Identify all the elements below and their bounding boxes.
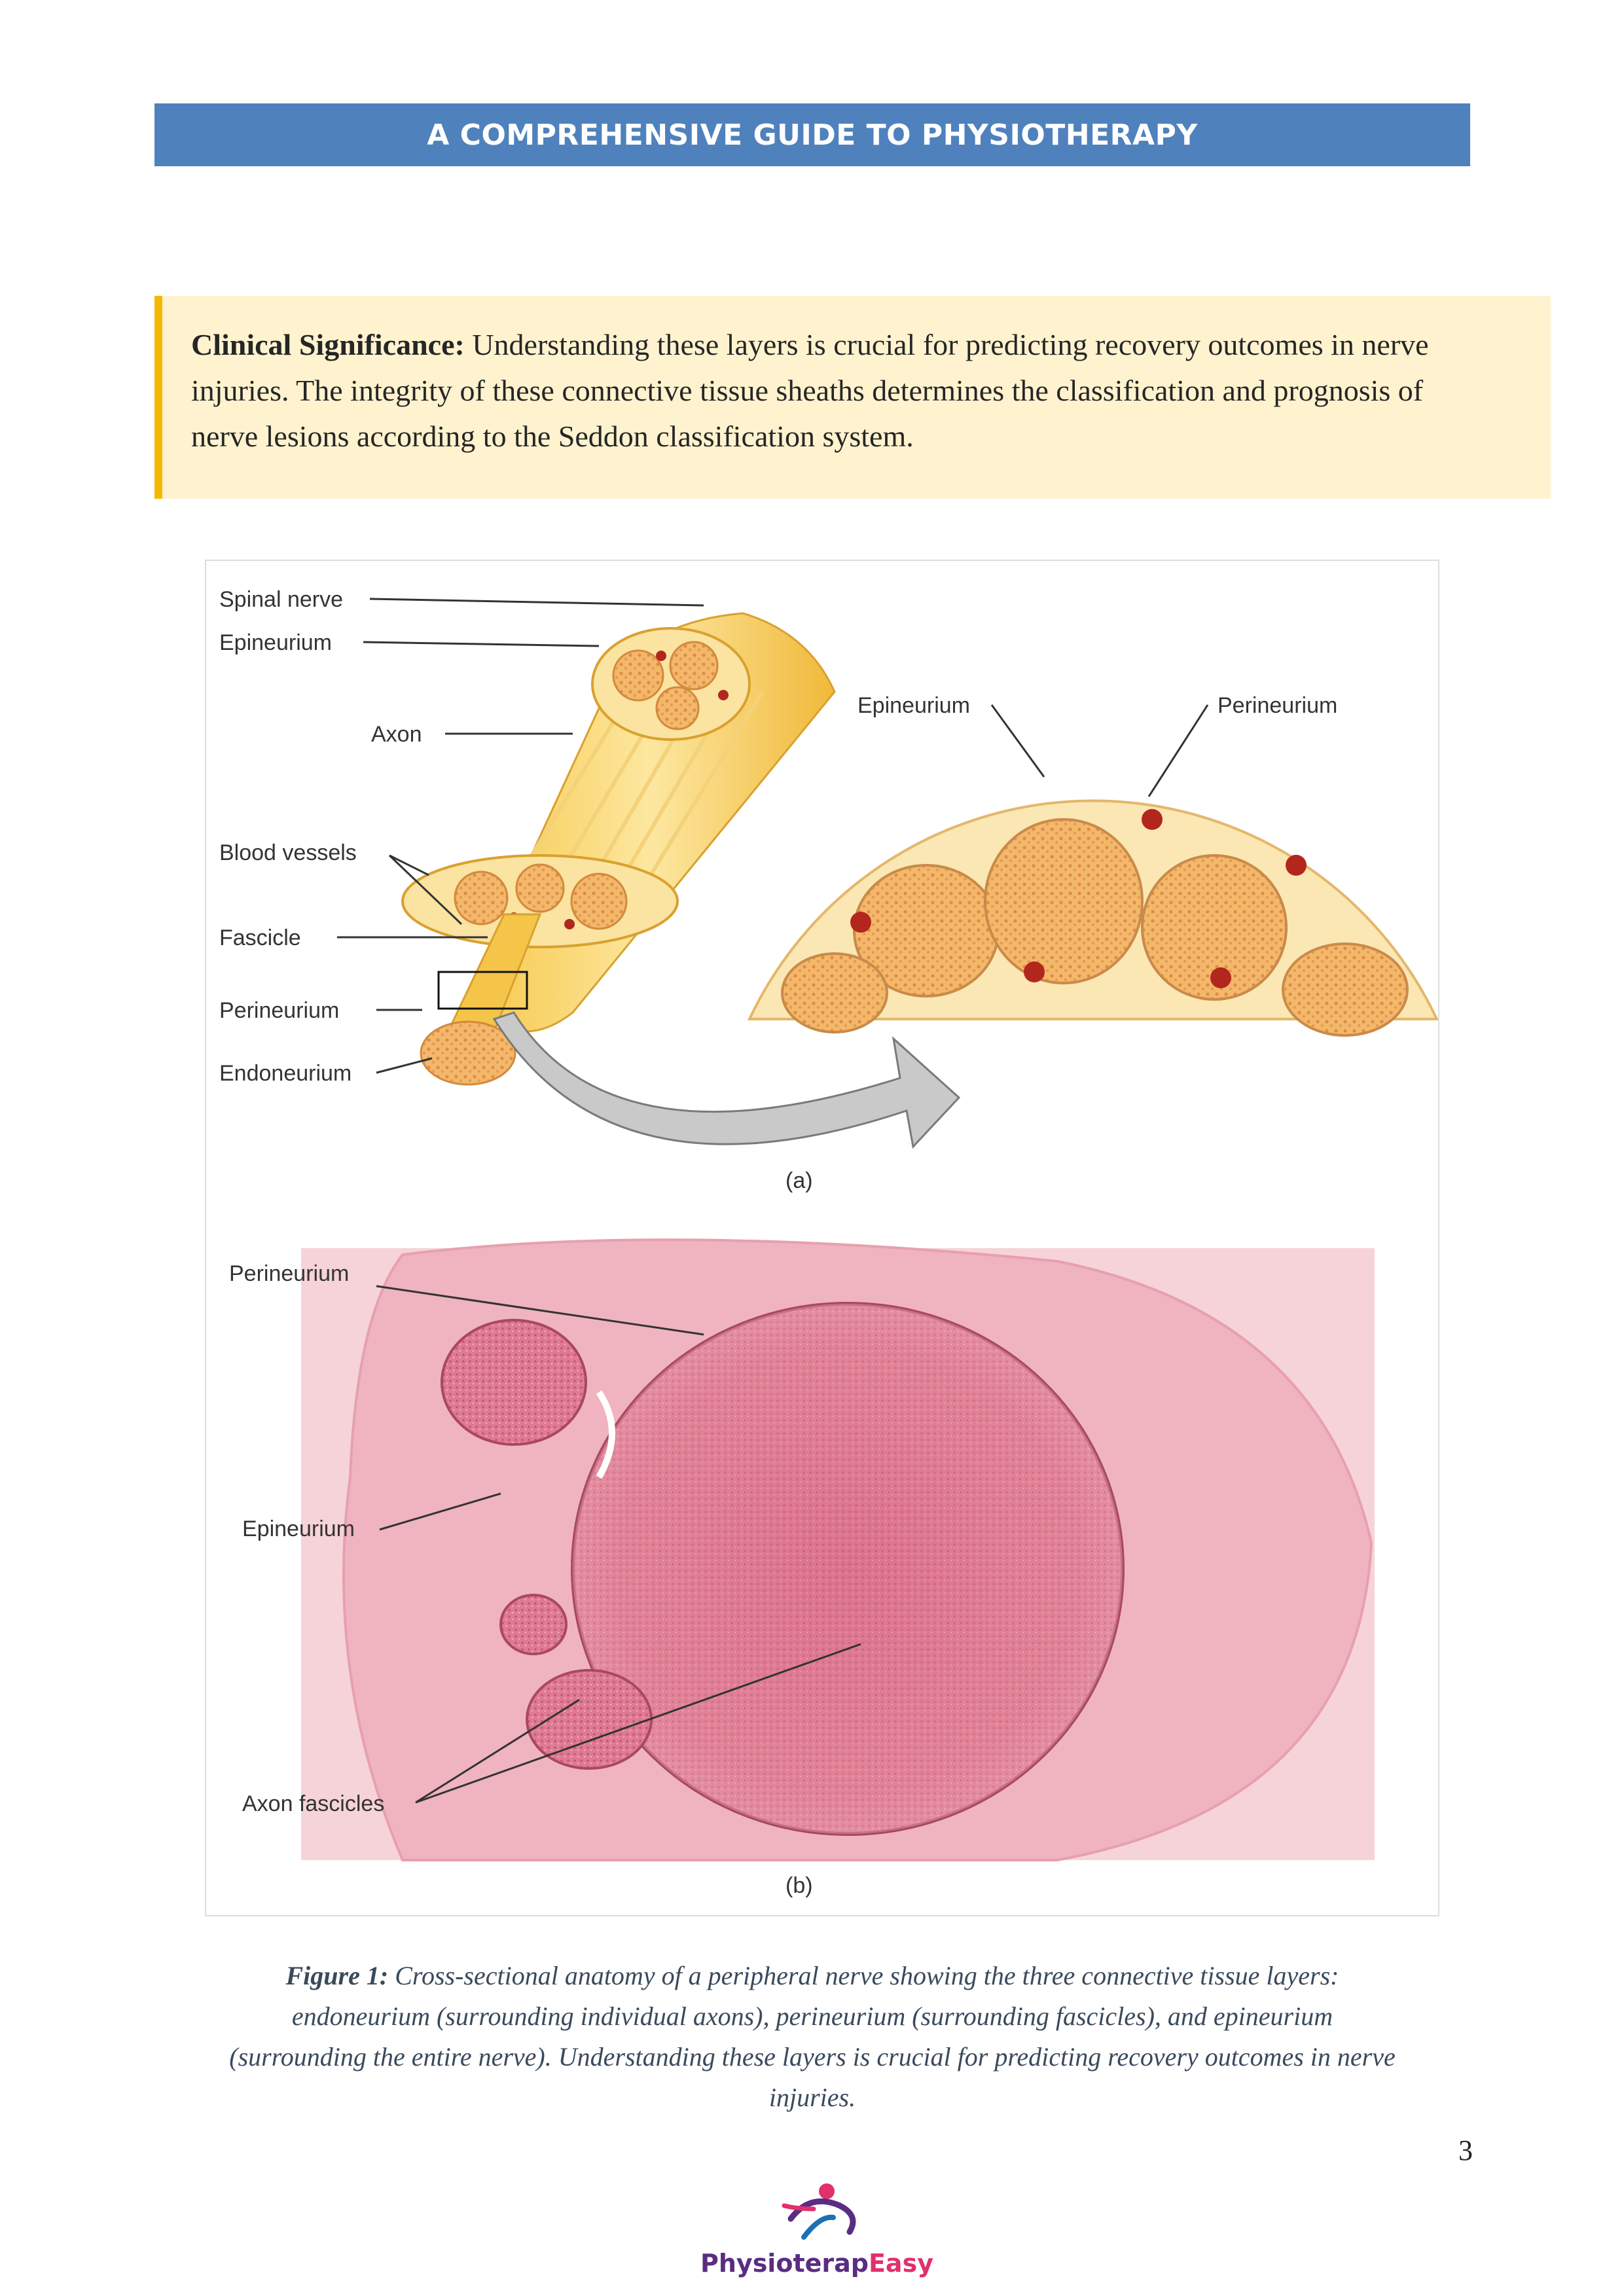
nerve-anatomy-figure <box>206 561 1438 1915</box>
label-epineurium: Epineurium <box>219 630 332 655</box>
panel-label-a: (a) <box>785 1168 813 1193</box>
caption-line-3: (surrounding the entire nerve). Understanding these layers is crucial for predicting recovery outcomes in nerve <box>229 2042 1396 2072</box>
label-blood-vessels: Blood vessels <box>219 840 357 865</box>
page-number: 3 <box>1458 2134 1473 2166</box>
caption-line-2: endoneurium (surrounding individual axons), perineurium (surrounding fascicles), and epineurium <box>291 2001 1333 2031</box>
micrograph-b <box>229 1240 1375 1898</box>
zoom-arrow <box>494 1013 959 1147</box>
label-spinal-nerve: Spinal nerve <box>219 587 344 612</box>
label-zoom-epineurium: Epineurium <box>857 693 970 718</box>
zoomed-cross-section <box>749 801 1437 1035</box>
label-zoom-perineurium: Perineurium <box>1218 693 1338 718</box>
callout-line-3: nerve lesions according to the Seddon classification system. <box>191 420 914 453</box>
small-fascicle-2 <box>501 1595 566 1654</box>
diagram-a <box>219 587 1437 1193</box>
caption-line-4: injuries. <box>768 2083 856 2112</box>
logo-wordmark: PhysioterapEasy <box>700 2249 933 2278</box>
runner-icon <box>699 2179 935 2245</box>
label-fascicle: Fascicle <box>219 925 301 950</box>
figure-1 <box>205 560 1439 1916</box>
caption-label: Figure 1: <box>285 1961 389 1990</box>
callout-line-1: Clinical Significance: Understanding these layers is crucial for predicting recovery outcomes in nerve <box>191 328 1429 361</box>
label-b-perineurium: Perineurium <box>229 1261 350 1286</box>
header-title: A COMPREHENSIVE GUIDE TO PHYSIOTHERAPY <box>427 118 1198 152</box>
caption-line-1: Figure 1: Cross-sectional anatomy of a peripheral nerve showing the three connective tissue layers: <box>285 1961 1339 1990</box>
clinical-significance-callout <box>154 296 1551 499</box>
panel-label-b: (b) <box>785 1873 813 1898</box>
page-header <box>154 103 1470 166</box>
callout-label: Clinical Significance: <box>191 328 465 361</box>
label-endoneurium: Endoneurium <box>219 1061 352 1086</box>
label-perineurium: Perineurium <box>219 998 340 1023</box>
small-fascicle-1 <box>442 1320 586 1444</box>
label-axon: Axon <box>371 722 422 747</box>
label-b-epineurium: Epineurium <box>242 1516 355 1541</box>
callout-line-2: injuries. The integrity of these connective tissue sheaths determines the classification and prognosis of <box>191 374 1424 407</box>
small-fascicle-3 <box>527 1670 651 1768</box>
physioterapeasy-logo <box>699 2179 935 2284</box>
label-b-axon-fascicles: Axon fascicles <box>242 1791 385 1816</box>
figure-caption <box>154 1956 1470 2118</box>
